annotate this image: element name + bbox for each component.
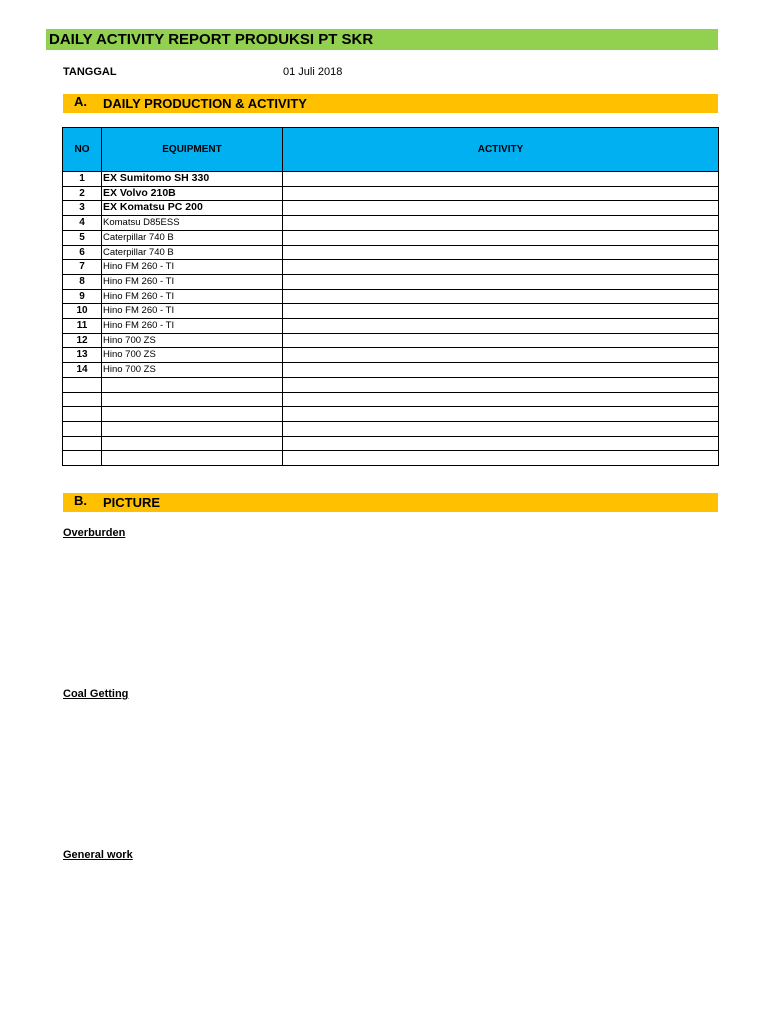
table-row	[63, 363, 719, 378]
activity-cell[interactable]	[283, 230, 719, 245]
activity-cell[interactable]	[283, 289, 719, 304]
activity-cell[interactable]	[283, 451, 719, 466]
table-row	[63, 274, 719, 289]
equipment-cell: Caterpillar 740 B	[102, 230, 283, 245]
activity-cell[interactable]	[283, 333, 719, 348]
activity-cell[interactable]	[283, 348, 719, 363]
row-number: 9	[63, 289, 102, 304]
row-number: 4	[63, 216, 102, 231]
activity-cell[interactable]	[283, 304, 719, 319]
table-row	[63, 392, 719, 407]
equipment-cell: Hino FM 260 - TI	[102, 274, 283, 289]
equipment-cell: Hino FM 260 - TI	[102, 304, 283, 319]
row-number: 3	[63, 201, 102, 216]
activity-cell[interactable]	[283, 201, 719, 216]
table-row	[63, 245, 719, 260]
row-number	[63, 377, 102, 392]
header-no: NO	[63, 128, 102, 172]
row-number: 6	[63, 245, 102, 260]
section-b-header	[63, 493, 718, 512]
table-row	[63, 289, 719, 304]
picture-label-overburden: Overburden	[63, 527, 126, 539]
row-number: 12	[63, 333, 102, 348]
section-a-title: DAILY PRODUCTION & ACTIVITY	[103, 96, 307, 111]
activity-cell[interactable]	[283, 363, 719, 378]
equipment-cell	[102, 451, 283, 466]
table-row	[63, 421, 719, 436]
equipment-cell	[102, 377, 283, 392]
row-number: 2	[63, 186, 102, 201]
table-row	[63, 333, 719, 348]
section-a-letter: A.	[74, 94, 87, 109]
equipment-cell	[102, 392, 283, 407]
row-number	[63, 436, 102, 451]
activity-cell[interactable]	[283, 436, 719, 451]
section-b-title: PICTURE	[103, 495, 161, 510]
header-equipment: EQUIPMENT	[102, 128, 283, 172]
row-number: 7	[63, 260, 102, 275]
row-number: 13	[63, 348, 102, 363]
table-header-row	[63, 128, 719, 172]
row-number	[63, 421, 102, 436]
activity-cell[interactable]	[283, 319, 719, 334]
row-number: 14	[63, 363, 102, 378]
table-row	[63, 451, 719, 466]
row-number	[63, 392, 102, 407]
row-number	[63, 451, 102, 466]
table-row	[63, 377, 719, 392]
equipment-cell: EX Sumitomo SH 330	[102, 172, 283, 187]
activity-cell[interactable]	[283, 377, 719, 392]
equipment-cell: Hino FM 260 - TI	[102, 260, 283, 275]
activity-cell[interactable]	[283, 216, 719, 231]
equipment-cell	[102, 407, 283, 422]
activity-cell[interactable]	[283, 186, 719, 201]
date-value: 01 Juli 2018	[283, 66, 343, 78]
activity-cell[interactable]	[283, 421, 719, 436]
table-row	[63, 172, 719, 187]
report-title: DAILY ACTIVITY REPORT PRODUKSI PT SKR	[46, 29, 718, 50]
activity-cell[interactable]	[283, 392, 719, 407]
production-table	[62, 127, 719, 466]
table-row	[63, 230, 719, 245]
row-number	[63, 407, 102, 422]
row-number: 8	[63, 274, 102, 289]
table-row	[63, 304, 719, 319]
table-row	[63, 201, 719, 216]
table-row	[63, 260, 719, 275]
section-a-header	[63, 94, 718, 113]
row-number: 10	[63, 304, 102, 319]
table-row	[63, 216, 719, 231]
row-number: 1	[63, 172, 102, 187]
picture-label-coal-getting: Coal Getting	[63, 688, 129, 700]
equipment-cell: Komatsu D85ESS	[102, 216, 283, 231]
table-row	[63, 186, 719, 201]
equipment-cell: Caterpillar 740 B	[102, 245, 283, 260]
section-b-letter: B.	[74, 493, 87, 508]
table-row	[63, 407, 719, 422]
table-row	[63, 348, 719, 363]
table-row	[63, 436, 719, 451]
equipment-cell	[102, 421, 283, 436]
row-number: 11	[63, 319, 102, 334]
equipment-cell: EX Komatsu PC 200	[102, 201, 283, 216]
equipment-cell: Hino 700 ZS	[102, 333, 283, 348]
date-label: TANGGAL	[63, 66, 117, 78]
equipment-cell: EX Volvo 210B	[102, 186, 283, 201]
row-number: 5	[63, 230, 102, 245]
equipment-cell: Hino 700 ZS	[102, 363, 283, 378]
equipment-cell: Hino 700 ZS	[102, 348, 283, 363]
activity-cell[interactable]	[283, 245, 719, 260]
header-activity: ACTIVITY	[283, 128, 719, 172]
equipment-cell: Hino FM 260 - TI	[102, 289, 283, 304]
picture-label-general-work: General work	[63, 849, 133, 861]
activity-cell[interactable]	[283, 274, 719, 289]
table-row	[63, 319, 719, 334]
activity-cell[interactable]	[283, 407, 719, 422]
equipment-cell: Hino FM 260 - TI	[102, 319, 283, 334]
activity-cell[interactable]	[283, 260, 719, 275]
equipment-cell	[102, 436, 283, 451]
activity-cell[interactable]	[283, 172, 719, 187]
